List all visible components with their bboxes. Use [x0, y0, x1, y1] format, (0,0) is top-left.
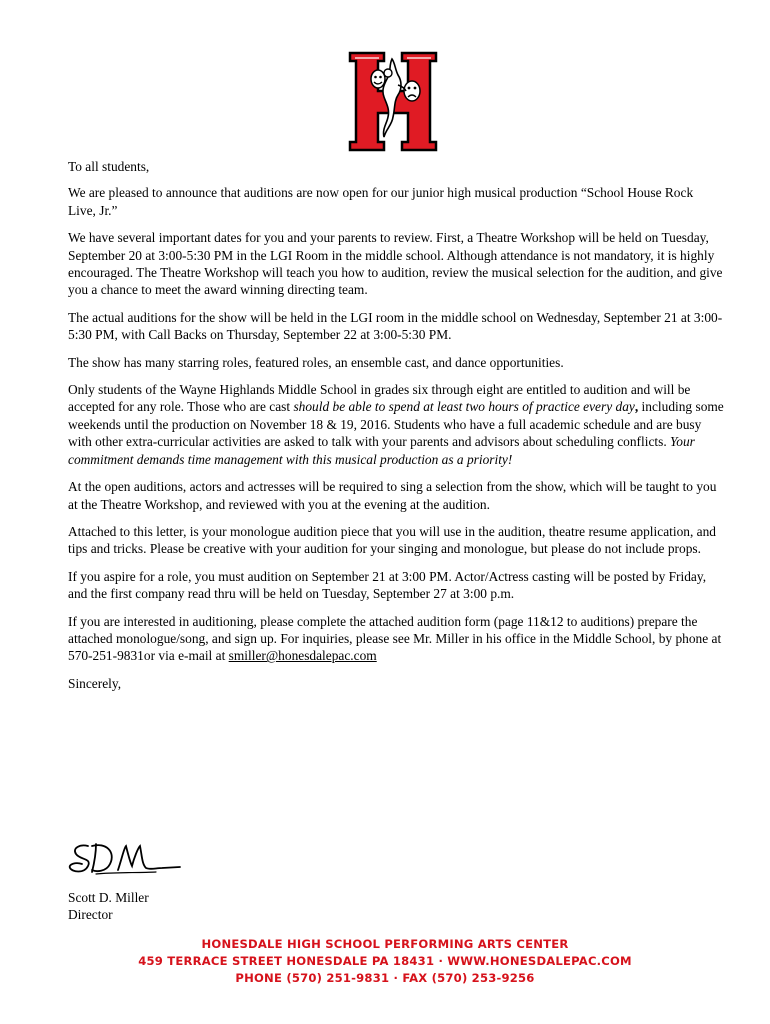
signer-name: Scott D. Miller: [68, 890, 149, 905]
paragraph-role-audition: If you aspire for a role, you must audition on September 21 at 3:00 PM. Actor/Actress casting will be posted by Friday, and the first company read thru will be held on Tuesday, September 27 at 3:00 p.m.: [68, 568, 707, 602]
paragraph-auditions: The actual auditions for the show will be held in the LGI room in the middle school on Wednesday, September 21 at 3:00-5:30 PM, with Call Backs on Thursday, September 22 at 3:00-5:30 PM.: [68, 309, 723, 343]
paragraph-open-auditions: At the open auditions, actors and actresses will be required to sing a selection from the show, which will be taught to you at the Theatre Workshop, and reviewed with you at the evening at the audition.: [68, 479, 717, 512]
paragraph-roles: The show has many starring roles, featured roles, an ensemble cast, and dance opportunities.: [68, 354, 564, 370]
emphasis-comma: ,: [634, 399, 639, 415]
footer-phone-fax: PHONE (570) 251-9831 · FAX (570) 253-9256: [235, 971, 535, 985]
footer-organization: HONESDALE HIGH SCHOOL PERFORMING ARTS CENTER: [201, 937, 569, 951]
letterhead-footer: [0, 936, 770, 987]
signature-image: [66, 838, 184, 880]
greeting: To all students,: [68, 159, 150, 174]
paragraph-inquiries: [68, 613, 724, 665]
eligibility-text-b: including some weekends until the production on November 18 & 19, 2016. Students who have a full academic schedule and are busy with other extra-curricular activities are asked to talk with your parents and advisors about scheduling conflicts.: [68, 399, 724, 450]
school-logo-icon: [348, 51, 438, 152]
practice-emphasis: should be able to spend at least two hours of practice every day: [293, 399, 635, 415]
email-link[interactable]: smiller@honesdalepac.com: [228, 648, 377, 664]
signer-block: [68, 889, 149, 924]
letter-body: [68, 158, 724, 702]
inquiries-text: If you are interested in auditioning, please complete the attached audition form (page 11&12 to auditions) prepare the attached monologue/song, and sign up. For inquiries, please see Mr. Miller in his office in the Middle School, by phone at 570-251-9831or via e-mail at: [68, 613, 722, 664]
eligibility-text-a: Only students of the Wayne Highlands Middle School in grades six through eight are entitled to audition and will be accepted for any role. Those who are cast: [68, 382, 691, 415]
paragraph-attachments: Attached to this letter, is your monologue audition piece that you will use in the audition, theatre resume application, and tips and tricks. Please be creative with your audition for your singing and monologue, but please do not include props.: [68, 523, 717, 557]
paragraph-eligibility: [68, 381, 724, 468]
paragraph-important-dates: We have several important dates for you and your parents to review. First, a Theatre Workshop will be held on Tuesday, September 20 at 3:00-5:30 PM in the LGI Room in the middle school. Although attendance is not mandatory, it is highly encouraged. The Theatre Workshop will teach you how to audition, review the musical selection for the audition, and give you a chance to meet the award winning directing team.: [68, 230, 723, 298]
closing: Sincerely,: [68, 675, 122, 691]
footer-address: 459 TERRACE STREET HONESDALE PA 18431 · WWW.HONESDALEPAC.COM: [138, 954, 632, 968]
paragraph-announcement: We are pleased to announce that auditions are now open for our junior high musical production “School House Rock Live, Jr.”: [68, 185, 694, 218]
signer-title: Director: [68, 907, 113, 923]
commitment-emphasis: Your commitment demands time management with this musical production as a priority!: [68, 434, 695, 467]
